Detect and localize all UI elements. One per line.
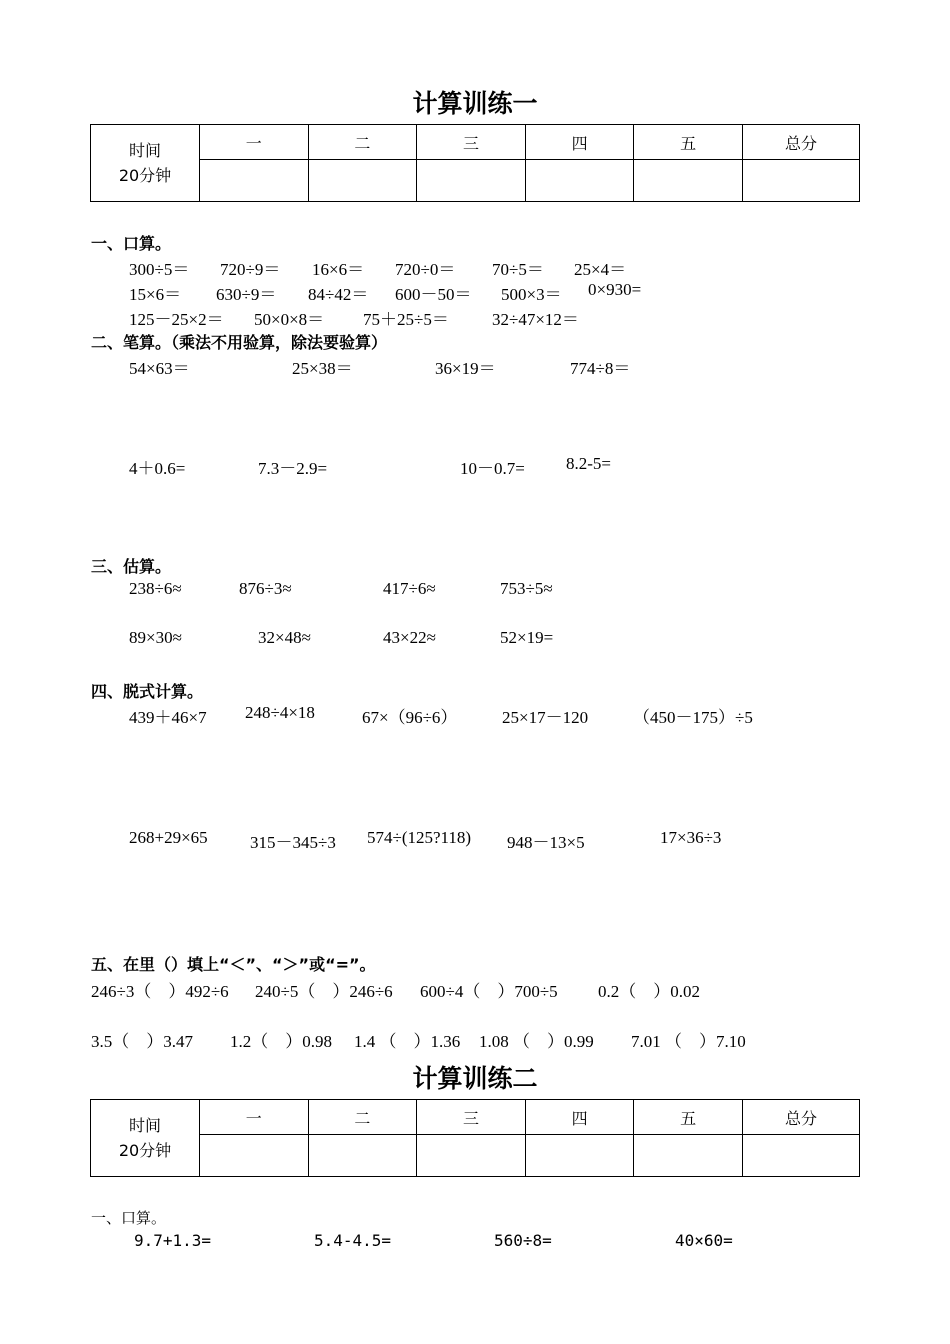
problem: 268+29×65 — [129, 828, 208, 847]
score-header-total: 总分 — [743, 125, 860, 160]
score-header: 一 — [200, 125, 309, 160]
problem: 25×4＝ — [574, 260, 627, 279]
problem: 720÷0＝ — [395, 260, 456, 279]
score-cell[interactable] — [417, 160, 526, 202]
score-header: 五 — [634, 125, 743, 160]
problem: 125－25×2＝ — [129, 310, 224, 329]
score-table-1 — [90, 124, 860, 202]
problem: 32×48≈ — [258, 628, 311, 647]
score-cell[interactable] — [525, 160, 634, 202]
problem: 248÷4×18 — [245, 703, 315, 722]
score-header-total: 总分 — [743, 1100, 860, 1135]
score-header: 三 — [417, 125, 526, 160]
problem: 15×6＝ — [129, 285, 182, 304]
problem: 439＋46×7 — [129, 708, 207, 727]
section-heading-3: 三、估算。 — [91, 557, 172, 576]
problem: 417÷6≈ — [383, 579, 436, 598]
problem: 240÷5（ ）246÷6 — [255, 982, 393, 1001]
section-heading-5: 五、在里（）填上“＜”、“＞”或“=”。 — [91, 955, 376, 974]
score-header: 二 — [308, 1100, 417, 1135]
problem: 600－50＝ — [395, 285, 472, 304]
score-cell[interactable] — [634, 160, 743, 202]
section-heading-1: 一、口算。 — [91, 234, 172, 253]
section-heading-2: 二、笔算。（乘法不用验算，除法要验算） — [91, 333, 388, 352]
problem: 84÷42＝ — [308, 285, 369, 304]
score-cell[interactable] — [200, 160, 309, 202]
problem: 1.08 （ ）0.99 — [479, 1032, 594, 1051]
time-value: 20分钟 — [118, 166, 172, 185]
problem: 16×6＝ — [312, 260, 365, 279]
score-header: 四 — [525, 125, 634, 160]
score-cell[interactable] — [308, 160, 417, 202]
problem: 70÷5＝ — [492, 260, 544, 279]
time-label: 时间 — [128, 141, 161, 160]
score-cell[interactable] — [743, 160, 860, 202]
problem: 500×3＝ — [501, 285, 562, 304]
problem: 25×17－120 — [502, 708, 589, 727]
score-header: 二 — [308, 125, 417, 160]
problem: 89×30≈ — [129, 628, 182, 647]
problem: 9.7+1.3= — [134, 1231, 212, 1250]
score-cell[interactable] — [200, 1135, 309, 1177]
problem: 720÷9＝ — [220, 260, 281, 279]
problem: 10－0.7= — [460, 459, 525, 478]
problem: 246÷3（ ）492÷6 — [91, 982, 229, 1001]
problem: 75＋25÷5＝ — [363, 310, 449, 329]
problem: 630÷9＝ — [216, 285, 277, 304]
problem: 753÷5≈ — [500, 579, 553, 598]
problem: 0.2（ ）0.02 — [598, 982, 700, 1001]
problem: 300÷5＝ — [129, 260, 190, 279]
problem: 32÷47×12＝ — [492, 310, 579, 329]
problem: 560÷8= — [494, 1231, 552, 1250]
worksheet-title-2: 计算训练二 — [412, 1064, 538, 1093]
worksheet-title-1: 计算训练一 — [412, 89, 538, 118]
problem: 40×60= — [675, 1231, 733, 1250]
problem: 1.2（ ）0.98 — [230, 1032, 332, 1051]
problem: 948－13×5 — [507, 833, 585, 852]
score-cell[interactable] — [308, 1135, 417, 1177]
problem: 43×22≈ — [383, 628, 436, 647]
score-cell[interactable] — [634, 1135, 743, 1177]
problem: 52×19= — [500, 628, 554, 647]
problem: 876÷3≈ — [239, 579, 292, 598]
problem: 25×38＝ — [292, 359, 353, 378]
score-cell[interactable] — [417, 1135, 526, 1177]
score-cell[interactable] — [743, 1135, 860, 1177]
problem: 17×36÷3 — [660, 828, 722, 847]
problem: 600÷4（ ）700÷5 — [420, 982, 558, 1001]
section-heading-4: 四、脱式计算。 — [91, 682, 204, 701]
score-header: 五 — [634, 1100, 743, 1135]
score-cell[interactable] — [525, 1135, 634, 1177]
time-cell — [91, 125, 200, 202]
section-heading-2-1: 一、口算。 — [91, 1209, 167, 1227]
problem: 36×19＝ — [435, 359, 496, 378]
problem: 1.4 （ ）1.36 — [354, 1032, 461, 1051]
problem: 7.3－2.9= — [258, 459, 328, 478]
score-header: 一 — [200, 1100, 309, 1135]
time-value: 20分钟 — [118, 1141, 172, 1160]
problem: 4＋0.6= — [129, 459, 186, 478]
problem: 54×63＝ — [129, 359, 190, 378]
problem: 8.2-5= — [566, 454, 611, 473]
time-cell — [91, 1100, 200, 1177]
problem: 574÷(125?118) — [367, 828, 472, 847]
problem: 0×930= — [588, 280, 642, 299]
score-table-2 — [90, 1099, 860, 1177]
score-header: 四 — [525, 1100, 634, 1135]
problem: 7.01 （ ）7.10 — [631, 1032, 746, 1051]
problem: 774÷8＝ — [570, 359, 631, 378]
score-header: 三 — [417, 1100, 526, 1135]
problem: 3.5（ ）3.47 — [91, 1032, 193, 1051]
problem: 238÷6≈ — [129, 579, 182, 598]
problem: 315－345÷3 — [250, 833, 336, 852]
problem: 50×0×8＝ — [254, 310, 325, 329]
time-label: 时间 — [128, 1116, 161, 1135]
problem: 5.4-4.5= — [314, 1231, 392, 1250]
problem: （450－175）÷5 — [633, 708, 753, 727]
problem: 67×（96÷6） — [362, 708, 458, 727]
